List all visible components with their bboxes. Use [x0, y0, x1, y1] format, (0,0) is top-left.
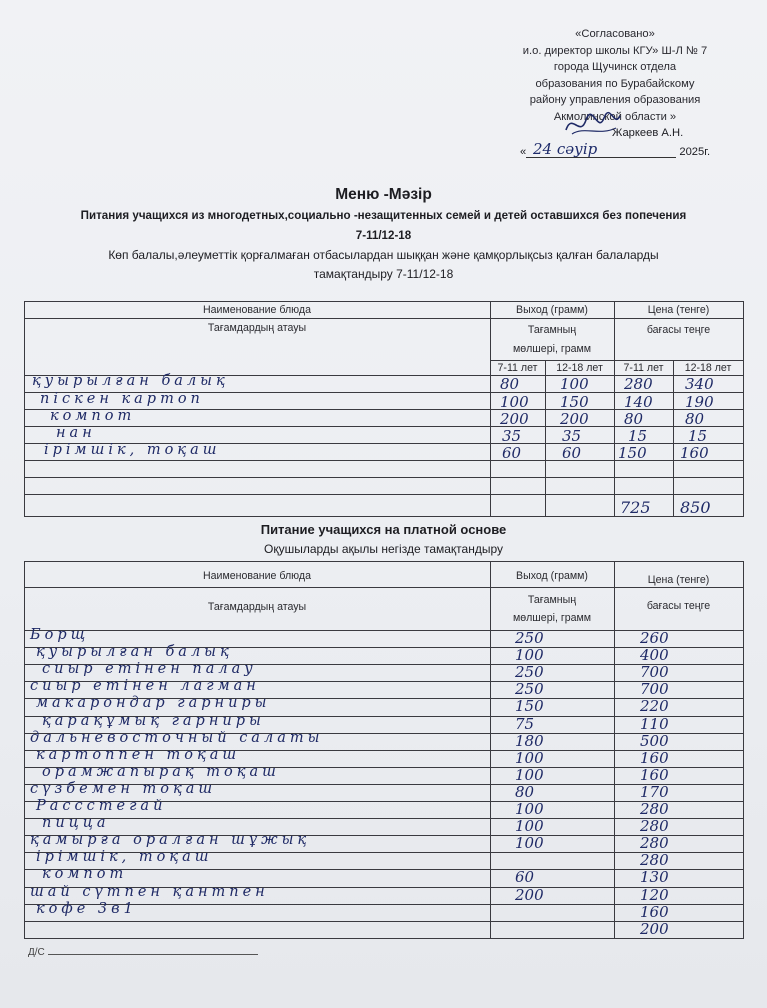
t2-header-dish-kz: Тағамдардың атауы: [207, 601, 307, 613]
section-title-ru: Питание учащихся на платной основе: [260, 522, 507, 537]
t1-header-age: 12-18 лет: [556, 362, 603, 374]
table-row-price: 15: [688, 427, 708, 445]
table-row-output: 60: [502, 444, 522, 462]
table-row-price: 260: [640, 629, 669, 647]
table-row-output: 150: [560, 393, 589, 411]
table-row-output: 75: [515, 715, 535, 733]
approval-line: образования по Бурабайскому: [535, 77, 695, 90]
approval-line: города Щучинск отдела: [553, 61, 677, 74]
table-row-output: 100: [560, 375, 589, 393]
table-row-price: 150: [618, 444, 647, 462]
table-row-dish: ірімшік, тоқаш: [44, 442, 221, 458]
approval-line: и.о. директор школы КГУ» Ш-Л № 7: [522, 44, 708, 57]
table-row-output: 100: [515, 646, 544, 664]
table-row-price: 110: [640, 715, 669, 733]
table-row-output: 35: [562, 427, 582, 445]
table-row-dish: орамжапырақ тоқаш: [42, 764, 280, 780]
table-row-dish: сүзбемен тоқаш: [30, 781, 217, 797]
table-row-dish: компот: [50, 408, 136, 424]
table-row-price: 280: [640, 817, 669, 835]
total-price: 850: [680, 498, 711, 517]
t1-header-age: 12-18 лет: [684, 362, 732, 374]
table-row-price: 280: [624, 375, 653, 393]
table-row-output: 100: [515, 834, 544, 852]
table-row-price: 700: [640, 680, 669, 698]
director-name: Жаркеев А.Н.: [612, 127, 684, 139]
table-row-dish: Борщ: [30, 627, 90, 643]
t1-header-price-kz: бағасы теңге: [646, 324, 711, 336]
table-row-price: 400: [640, 646, 669, 664]
table-row-output: 250: [515, 680, 544, 698]
t2-header-price-kz: бағасы теңге: [646, 600, 711, 612]
table-row-divider: [24, 869, 744, 870]
table-row-price: 220: [640, 697, 669, 715]
table-row-output: 200: [500, 410, 529, 428]
section-title-kz: Оқушыларды ақылы негізде тамақтандыру: [263, 542, 503, 556]
table-row-divider: [24, 938, 744, 939]
table-row-dish: ірімшік, тоқаш: [36, 849, 213, 865]
table-row-dish: нан: [56, 425, 96, 441]
footer-signature-line: [28, 944, 258, 958]
table-row-output: 100: [500, 393, 529, 411]
t2-header-output-kz2: мөлшері, грамм: [512, 612, 592, 624]
table-row-price: 280: [640, 851, 669, 869]
table-row-price: 130: [640, 868, 669, 886]
table-row-price: 140: [624, 393, 653, 411]
t1-header-price-ru: Цена (тенге): [647, 304, 710, 316]
table-row-dish: картоппен тоқаш: [36, 747, 241, 763]
table-row-output: 60: [515, 868, 535, 886]
subtitle-ru-1: Питания учащихся из многодетных,социально -незащитенных семей и детей оставшихся без попечения: [80, 209, 687, 222]
t2-header-dish-ru: Наименование блюда: [203, 570, 311, 582]
table-row-output: 100: [515, 817, 544, 835]
table-row-dish: шай сүтпен қантпен: [30, 884, 269, 900]
page-title: Меню -Мәзір: [335, 186, 432, 203]
table-row-output: 100: [515, 749, 544, 767]
table-row-output: 100: [515, 800, 544, 818]
date-year: 2025г.: [679, 146, 711, 158]
table-row-dish: пицца: [42, 815, 110, 831]
table-row-divider: [24, 818, 744, 819]
table-row-price: 280: [640, 800, 669, 818]
table-row-price: 160: [640, 903, 669, 921]
subtitle-kz-1: Көп балалы,әлеуметтік қорғалмаған отбасылардан шыққан және қамқорлықсыз қалған балаларды: [108, 248, 659, 262]
subtitle-ru-2: 7-11/12-18: [355, 229, 412, 242]
table-row-price: 190: [685, 393, 714, 411]
table-row-price: 80: [624, 410, 644, 428]
subtitle-kz-2: тамақтандыру 7-11/12-18: [313, 267, 454, 281]
table-row-price: 160: [680, 444, 709, 462]
table-row-divider: [24, 921, 744, 922]
t2-header-output-ru: Выход (грамм): [516, 570, 588, 582]
t1-header-output-kz1: Тағамның: [527, 324, 577, 336]
approval-line: району управления образования: [529, 94, 701, 107]
t1-header-output-kz2: мөлшері, грамм: [512, 343, 592, 355]
table-row-output: 250: [515, 663, 544, 681]
t1-header-age: 7-11 лет: [623, 362, 664, 374]
table-row-price: 160: [640, 749, 669, 767]
table-row-output: 250: [515, 629, 544, 647]
table-row-price: 80: [685, 410, 705, 428]
t1-header-age: 7-11 лет: [497, 362, 538, 374]
table-row-output: 80: [515, 783, 535, 801]
table-row-dish: кофе 3в1: [36, 901, 137, 917]
table-row-price: 15: [628, 427, 648, 445]
table-row-price: 280: [640, 834, 669, 852]
table-row-price: 340: [685, 375, 714, 393]
t2-header-output-kz1: Тағамның: [527, 594, 577, 606]
table-row-dish: піскен картоп: [40, 391, 204, 407]
table-row-price: 120: [640, 886, 669, 904]
table-row-price: 200: [640, 920, 669, 938]
table-row-dish: дальневосточный салаты: [30, 730, 324, 746]
table-row-dish: компот: [42, 866, 128, 882]
footer-label: Д/С: [28, 947, 45, 958]
approval-line: Акмолинской области »: [553, 110, 677, 123]
table-row-dish: қуырылған балық: [32, 373, 229, 389]
t2-header-price-ru: Цена (тенге): [647, 574, 710, 586]
table-row-output: 60: [562, 444, 582, 462]
table-row-output: 200: [560, 410, 589, 428]
t1-header-dish-kz: Тағамдардың атауы: [207, 322, 307, 334]
table-row-dish: сиыр етінен лагман: [30, 678, 260, 694]
t1-header-dish-ru: Наименование блюда: [203, 304, 311, 316]
table-row-dish: Рассстегай: [36, 798, 167, 814]
table-row-output: 80: [500, 375, 520, 393]
table-row-output: 150: [515, 697, 544, 715]
table-row-dish: қарақұмық гарниры: [42, 713, 265, 729]
table-row-price: 700: [640, 663, 669, 681]
total-price: 725: [620, 498, 651, 517]
table-row-output: 200: [515, 886, 544, 904]
table-row-price: 170: [640, 783, 669, 801]
table-row-dish: макарондар гарниры: [36, 695, 271, 711]
table-row-dish: сиыр етінен палау: [42, 661, 257, 677]
table-row-dish: қуырылған балық: [36, 644, 233, 660]
approval-line: «Согласовано»: [575, 28, 655, 40]
table-row-output: 35: [502, 427, 522, 445]
footer-blank: [48, 944, 258, 955]
date-quote: «: [520, 146, 527, 158]
table-row-output: 100: [515, 766, 544, 784]
table-row-output: 180: [515, 732, 544, 750]
table-row-price: 500: [640, 732, 669, 750]
handwritten-date: 24 сәуір: [533, 140, 598, 158]
table-row-dish: қамырға оралған шұжық: [30, 832, 311, 848]
t1-header-output-ru: Выход (грамм): [516, 304, 588, 316]
table-row-price: 160: [640, 766, 669, 784]
